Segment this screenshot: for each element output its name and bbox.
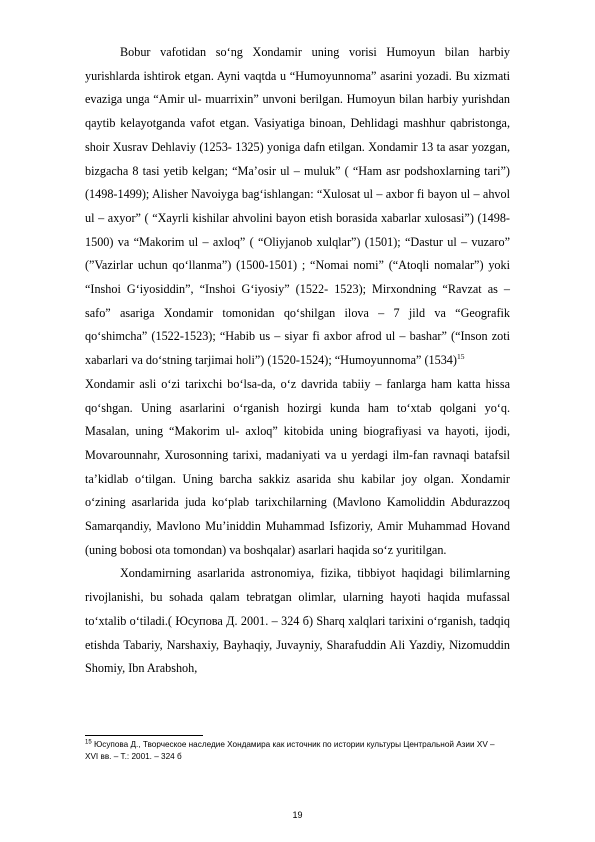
footnote-text: Юсупова Д., Творческое наследие Хондамира как источник по истории культуры Центральной Азии XV – XVI вв. – Т.: 2001. – 324 б xyxy=(85,740,495,762)
main-text xyxy=(85,41,510,681)
paragraph-3-text: Xondamirning asarlarida astronomiya, fizika, tibbiyot haqidagi bilimlarning rivojlanishi, bu sohada qalam tebratgan olimlar, ularning hayoti haqida mufassal to‘xtalib o‘tiladi.( Юсупова Д. 2001. – 324 б) Sharq xalqlari tarixini o‘rganish, tadqiq etishda Tabariy, Narshaxiy, Bayhaqiy, Juvayniy, Sharafuddin Ali Yazdiy, Nizomuddin Shomiy, Ibn Arabshoh, xyxy=(85,566,510,676)
paragraph-1 xyxy=(85,41,510,373)
paragraph-1-text: Bobur vafotidan so‘ng Xondamir uning vorisi Humoyun bilan harbiy yurishlarda ishtirok etgan. Ayni vaqtda u “Humoyunnoma” asarini yozadi. Bu xizmati evaziga unga “Amir ul- muarrixin” unvoni berilgan. Humoyun bilan harbiy yurishdan qaytib kelayotganda vafot etgan. Vasiyatiga binoan, Dehlidagi mashhur qabristonga, shoir Xusrav Dehlaviy (1253- 1325) yoniga dafn etilgan. Xondamir 13 ta asar yozgan, bizgacha 8 tasi yetib kelgan; “Ma’osir ul – muluk” ( “Ham asr podshoxlarning tari”)(1498-1499); Alisher Navoiyga bag‘ishlangan: “Xulosat ul – axbor fi bayon ul – ahvol ul – axyor” ( “Xayrli kishilar ahvolini bayon etish borasida xabarlar xulosasi”) (1498-1500) va “Makorim ul – axloq” ( “Oliyjanob xulqlar”) (1501); “Dastur ul – vuzaro” (”Vazirlar uchun qo‘llanma”) (1500-1501) ; “Nomai nomi” (“Atoqli nomalar”) yoki “Inshoi G‘iyosiddin”, “Inshoi G‘iyosiy” (1522- 1523); Mirxondning “Ravzat as – safo” asariga Xondamir tomonidan qo‘shilgan ilova – 7 jild va “Geografik qo‘shimcha” (1522-1523); “Habib us – siyar fi axbor afrod ul – bashar” (“Inson zoti xabarlari va do‘stning tarjimai holi”) (1520-1524); “Humoyunnoma” (1534) xyxy=(85,45,510,368)
paragraph-2-text: Xondamir asli o‘zi tarixchi bo‘lsa-da, o‘z davrida tabiiy – fanlarga ham katta hissa qo‘shgan. Uning asarlarini o‘rganish hozirgi kunda ham to‘xtab qolgani yo‘q. Masalan, uning “Makorim ul- axloq” kitobida uning biografiyasi va hayoti, ijodi, Movarounnahr, Xurosonning tarixi, madaniyati va u yerdagi ilm-fan ravnaqi batafsil ta’kidlab o‘tilgan. Uning barcha sakkiz asarida shu kabilar joy olgan. Xondamir o‘zining asarlarida juda ko‘plab tarixchilarning (Mavlono Kamoliddin Abdurazzoq Samarqandiy, Mavlono Mu’iniddin Muhammad Isfizoriy, Amir Muhammad Hovand (uning bobosi ota tomondan) va boshqalar) asarlari haqida so‘z yuritilgan. xyxy=(85,376,510,557)
page-number: 19 xyxy=(292,810,303,820)
paragraph-2 xyxy=(85,373,510,563)
footnote xyxy=(85,739,510,764)
footnote-mark: 15 xyxy=(85,739,92,746)
footnote-separator xyxy=(85,735,203,736)
paragraph-3 xyxy=(85,562,510,681)
footnote-reference[interactable]: 15 xyxy=(456,352,465,362)
